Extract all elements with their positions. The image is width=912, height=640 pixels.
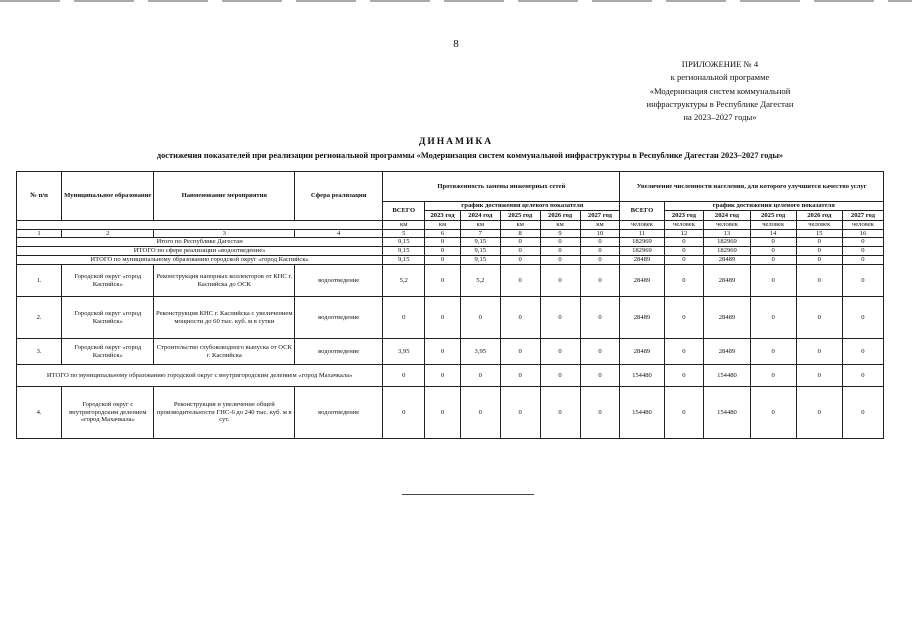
table-row bbox=[17, 339, 884, 365]
unit-cell: человек bbox=[664, 221, 704, 230]
header-municipality: Муниципальное образование bbox=[62, 172, 154, 221]
value-cell: 0 bbox=[580, 265, 620, 297]
value-cell: 5,2 bbox=[460, 265, 500, 297]
page-number: 8 bbox=[453, 38, 459, 50]
column-number: 5 bbox=[383, 229, 425, 238]
value-cell: 0 bbox=[842, 247, 883, 256]
unit-cell: человек bbox=[796, 221, 842, 230]
column-number: 7 bbox=[460, 229, 500, 238]
value-cell: 0 bbox=[750, 247, 796, 256]
unit-cell: человек bbox=[704, 221, 750, 230]
value-cell: 28489 bbox=[620, 339, 664, 365]
row-municipality: Городской округ «город Каспийск» bbox=[62, 297, 154, 339]
value-cell: 0 bbox=[425, 247, 461, 256]
appendix-line: к региональной программе bbox=[670, 72, 770, 83]
value-cell: 0 bbox=[580, 387, 620, 439]
value-cell: 0 bbox=[540, 339, 580, 365]
value-cell: 154480 bbox=[704, 387, 750, 439]
header-year: 2027 год bbox=[842, 211, 883, 221]
value-cell: 182969 bbox=[620, 247, 664, 256]
value-cell: 0 bbox=[500, 238, 540, 247]
column-number: 14 bbox=[750, 229, 796, 238]
column-number: 2 bbox=[62, 229, 154, 238]
appendix-line: ПРИЛОЖЕНИЕ № 4 bbox=[681, 59, 759, 69]
header-total-people: ВСЕГО bbox=[620, 202, 664, 221]
value-cell: 0 bbox=[664, 365, 704, 387]
summary-label: ИТОГО по муниципальному образованию городской округ «город Каспийск» bbox=[17, 256, 383, 265]
row-sphere: водоотведение bbox=[295, 297, 383, 339]
value-cell: 28489 bbox=[704, 256, 750, 265]
summary-label: ИТОГО по сфере реализации «водоотведение» bbox=[17, 247, 383, 256]
value-cell: 0 bbox=[750, 365, 796, 387]
value-cell: 0 bbox=[540, 247, 580, 256]
appendix-line: «Модернизация систем коммунальной bbox=[649, 85, 791, 96]
value-cell: 0 bbox=[796, 339, 842, 365]
header-year: 2024 год bbox=[704, 211, 750, 221]
unit-cell: км bbox=[500, 221, 540, 230]
value-cell: 0 bbox=[500, 265, 540, 297]
value-cell: 0 bbox=[796, 297, 842, 339]
scan-top-border bbox=[0, 0, 912, 3]
value-cell: 0 bbox=[796, 256, 842, 265]
value-cell: 28489 bbox=[704, 339, 750, 365]
value-cell: 9,15 bbox=[460, 238, 500, 247]
indicators-table bbox=[16, 171, 884, 439]
value-cell: 182969 bbox=[704, 238, 750, 247]
document-title: ДИНАМИКА bbox=[418, 137, 494, 147]
header-year: 2023 год bbox=[664, 211, 704, 221]
value-cell: 0 bbox=[383, 365, 425, 387]
value-cell: 0 bbox=[750, 256, 796, 265]
value-cell: 0 bbox=[842, 339, 883, 365]
value-cell: 0 bbox=[425, 265, 461, 297]
document-subtitle: достижения показателей при реализации региональной программы «Модернизация систем коммунальной инфраструктуры в Республике Дагестан 2023–2027 годы» bbox=[156, 151, 784, 160]
value-cell: 0 bbox=[500, 339, 540, 365]
value-cell: 154480 bbox=[704, 365, 750, 387]
value-cell: 0 bbox=[500, 387, 540, 439]
unit-cell: км bbox=[460, 221, 500, 230]
value-cell: 0 bbox=[796, 265, 842, 297]
appendix-line: инфраструктуры в Республике Дагестан bbox=[646, 98, 794, 109]
value-cell: 0 bbox=[500, 247, 540, 256]
value-cell: 0 bbox=[500, 256, 540, 265]
summary-row bbox=[17, 238, 884, 247]
value-cell: 0 bbox=[425, 297, 461, 339]
value-cell: 28489 bbox=[620, 256, 664, 265]
value-cell: 0 bbox=[540, 297, 580, 339]
value-cell: 0 bbox=[460, 387, 500, 439]
value-cell: 28489 bbox=[704, 297, 750, 339]
header-schedule-people: график достижения целевого показателя bbox=[664, 202, 884, 211]
unit-cell: км bbox=[425, 221, 461, 230]
table-row bbox=[17, 265, 884, 297]
column-number: 12 bbox=[664, 229, 704, 238]
column-number: 15 bbox=[796, 229, 842, 238]
value-cell: 9,15 bbox=[383, 247, 425, 256]
column-number: 1 bbox=[17, 229, 62, 238]
column-number: 16 bbox=[842, 229, 883, 238]
row-number: 3. bbox=[17, 339, 62, 365]
summary-row bbox=[17, 247, 884, 256]
unit-cell: км bbox=[383, 221, 425, 230]
value-cell: 0 bbox=[425, 387, 461, 439]
row-municipality: Городской округ с внутригородским делением «город Махачкала» bbox=[62, 387, 154, 439]
value-cell: 0 bbox=[796, 387, 842, 439]
value-cell: 0 bbox=[383, 297, 425, 339]
value-cell: 0 bbox=[664, 247, 704, 256]
value-cell: 9,15 bbox=[383, 256, 425, 265]
header-year: 2026 год bbox=[796, 211, 842, 221]
value-cell: 0 bbox=[842, 265, 883, 297]
value-cell: 0 bbox=[540, 265, 580, 297]
summary-label: Итого по Республике Дагестан bbox=[17, 238, 383, 247]
unit-cell: км bbox=[580, 221, 620, 230]
column-number: 9 bbox=[540, 229, 580, 238]
header-total-km: ВСЕГО bbox=[383, 202, 425, 221]
header-schedule-km: график достижения целевого показателя bbox=[425, 202, 620, 211]
value-cell: 0 bbox=[664, 265, 704, 297]
value-cell: 0 bbox=[664, 256, 704, 265]
column-number: 4 bbox=[295, 229, 383, 238]
value-cell: 0 bbox=[796, 365, 842, 387]
units-spacer bbox=[17, 221, 383, 230]
value-cell: 3,95 bbox=[460, 339, 500, 365]
summary-row bbox=[17, 365, 884, 387]
row-number: 1. bbox=[17, 265, 62, 297]
header-sphere: Сфера реализации bbox=[295, 172, 383, 221]
value-cell: 3,95 bbox=[383, 339, 425, 365]
value-cell: 0 bbox=[580, 365, 620, 387]
header-year: 2025 год bbox=[750, 211, 796, 221]
value-cell: 9,15 bbox=[383, 238, 425, 247]
value-cell: 0 bbox=[580, 238, 620, 247]
value-cell: 0 bbox=[425, 365, 461, 387]
summary-row bbox=[17, 256, 884, 265]
header-year: 2024 год bbox=[460, 211, 500, 221]
unit-cell: км bbox=[540, 221, 580, 230]
row-sphere: водоотведение bbox=[295, 265, 383, 297]
value-cell: 0 bbox=[580, 247, 620, 256]
value-cell: 5,2 bbox=[383, 265, 425, 297]
value-cell: 0 bbox=[540, 238, 580, 247]
value-cell: 0 bbox=[750, 339, 796, 365]
unit-cell: человек bbox=[842, 221, 883, 230]
header-year: 2023 год bbox=[425, 211, 461, 221]
header-network-length: Протяженность замены инженерных сетей bbox=[383, 172, 620, 202]
value-cell: 0 bbox=[500, 297, 540, 339]
value-cell: 0 bbox=[460, 365, 500, 387]
value-cell: 0 bbox=[842, 365, 883, 387]
row-municipality: Городской округ «город Каспийск» bbox=[62, 265, 154, 297]
value-cell: 0 bbox=[540, 365, 580, 387]
table-row bbox=[17, 297, 884, 339]
value-cell: 154480 bbox=[620, 387, 664, 439]
value-cell: 154480 bbox=[620, 365, 664, 387]
unit-cell: человек bbox=[750, 221, 796, 230]
header-year: 2025 год bbox=[500, 211, 540, 221]
value-cell: 0 bbox=[842, 387, 883, 439]
value-cell: 182969 bbox=[704, 247, 750, 256]
value-cell: 0 bbox=[580, 339, 620, 365]
row-measure: Реконструкция и увеличение общей производительности ГНС-6 до 240 тыс. куб. м в сут. bbox=[154, 387, 295, 439]
appendix-header bbox=[600, 58, 840, 124]
value-cell: 0 bbox=[664, 339, 704, 365]
appendix-line: на 2023–2027 годы» bbox=[683, 112, 757, 123]
summary-label: ИТОГО по муниципальному образованию городской округ с внутригородским делением «город Махачкала» bbox=[17, 365, 383, 387]
value-cell: 0 bbox=[540, 387, 580, 439]
column-number: 13 bbox=[704, 229, 750, 238]
value-cell: 0 bbox=[664, 297, 704, 339]
value-cell: 0 bbox=[842, 297, 883, 339]
row-measure: Строительство глубоководного выпуска от ОСК г. Каспийска bbox=[154, 339, 295, 365]
column-number: 10 bbox=[580, 229, 620, 238]
value-cell: 0 bbox=[425, 238, 461, 247]
value-cell: 0 bbox=[842, 238, 883, 247]
row-number: 2. bbox=[17, 297, 62, 339]
column-numbers-row bbox=[17, 229, 884, 238]
value-cell: 0 bbox=[750, 387, 796, 439]
table-row bbox=[17, 387, 884, 439]
row-measure: Реконструкция КНС г. Каспийска с увеличением мощности до 60 тыс. куб. м в сутки bbox=[154, 297, 295, 339]
value-cell: 0 bbox=[383, 387, 425, 439]
header-num: № п/п bbox=[17, 172, 62, 221]
value-cell: 0 bbox=[664, 387, 704, 439]
unit-cell: человек bbox=[620, 221, 664, 230]
value-cell: 0 bbox=[580, 256, 620, 265]
value-cell: 0 bbox=[796, 238, 842, 247]
value-cell: 0 bbox=[580, 297, 620, 339]
row-municipality: Городской округ «город Каспийск» bbox=[62, 339, 154, 365]
value-cell: 0 bbox=[750, 297, 796, 339]
header-year: 2027 год bbox=[580, 211, 620, 221]
value-cell: 28489 bbox=[620, 297, 664, 339]
header-population: Увеличение численности населения, для которого улучшится качество услуг bbox=[620, 172, 884, 202]
header-year: 2026 год bbox=[540, 211, 580, 221]
row-number: 4. bbox=[17, 387, 62, 439]
value-cell: 0 bbox=[540, 256, 580, 265]
value-cell: 0 bbox=[750, 265, 796, 297]
row-measure: Реконструкция напорных коллекторов от КНС г. Каспийска до ОСК bbox=[154, 265, 295, 297]
column-number: 11 bbox=[620, 229, 664, 238]
value-cell: 0 bbox=[664, 238, 704, 247]
column-number: 6 bbox=[425, 229, 461, 238]
row-sphere: водоотведение bbox=[295, 339, 383, 365]
column-number: 8 bbox=[500, 229, 540, 238]
value-cell: 28489 bbox=[704, 265, 750, 297]
value-cell: 182969 bbox=[620, 238, 664, 247]
footer-rule bbox=[402, 494, 534, 495]
row-sphere: водоотведение bbox=[295, 387, 383, 439]
header-measure: Наименование мероприятия bbox=[154, 172, 295, 221]
value-cell: 0 bbox=[500, 365, 540, 387]
value-cell: 9,15 bbox=[460, 247, 500, 256]
value-cell: 0 bbox=[425, 339, 461, 365]
value-cell: 0 bbox=[425, 256, 461, 265]
column-number: 3 bbox=[154, 229, 295, 238]
value-cell: 9,15 bbox=[460, 256, 500, 265]
value-cell: 0 bbox=[750, 238, 796, 247]
value-cell: 28489 bbox=[620, 265, 664, 297]
value-cell: 0 bbox=[842, 256, 883, 265]
value-cell: 0 bbox=[796, 247, 842, 256]
value-cell: 0 bbox=[460, 297, 500, 339]
